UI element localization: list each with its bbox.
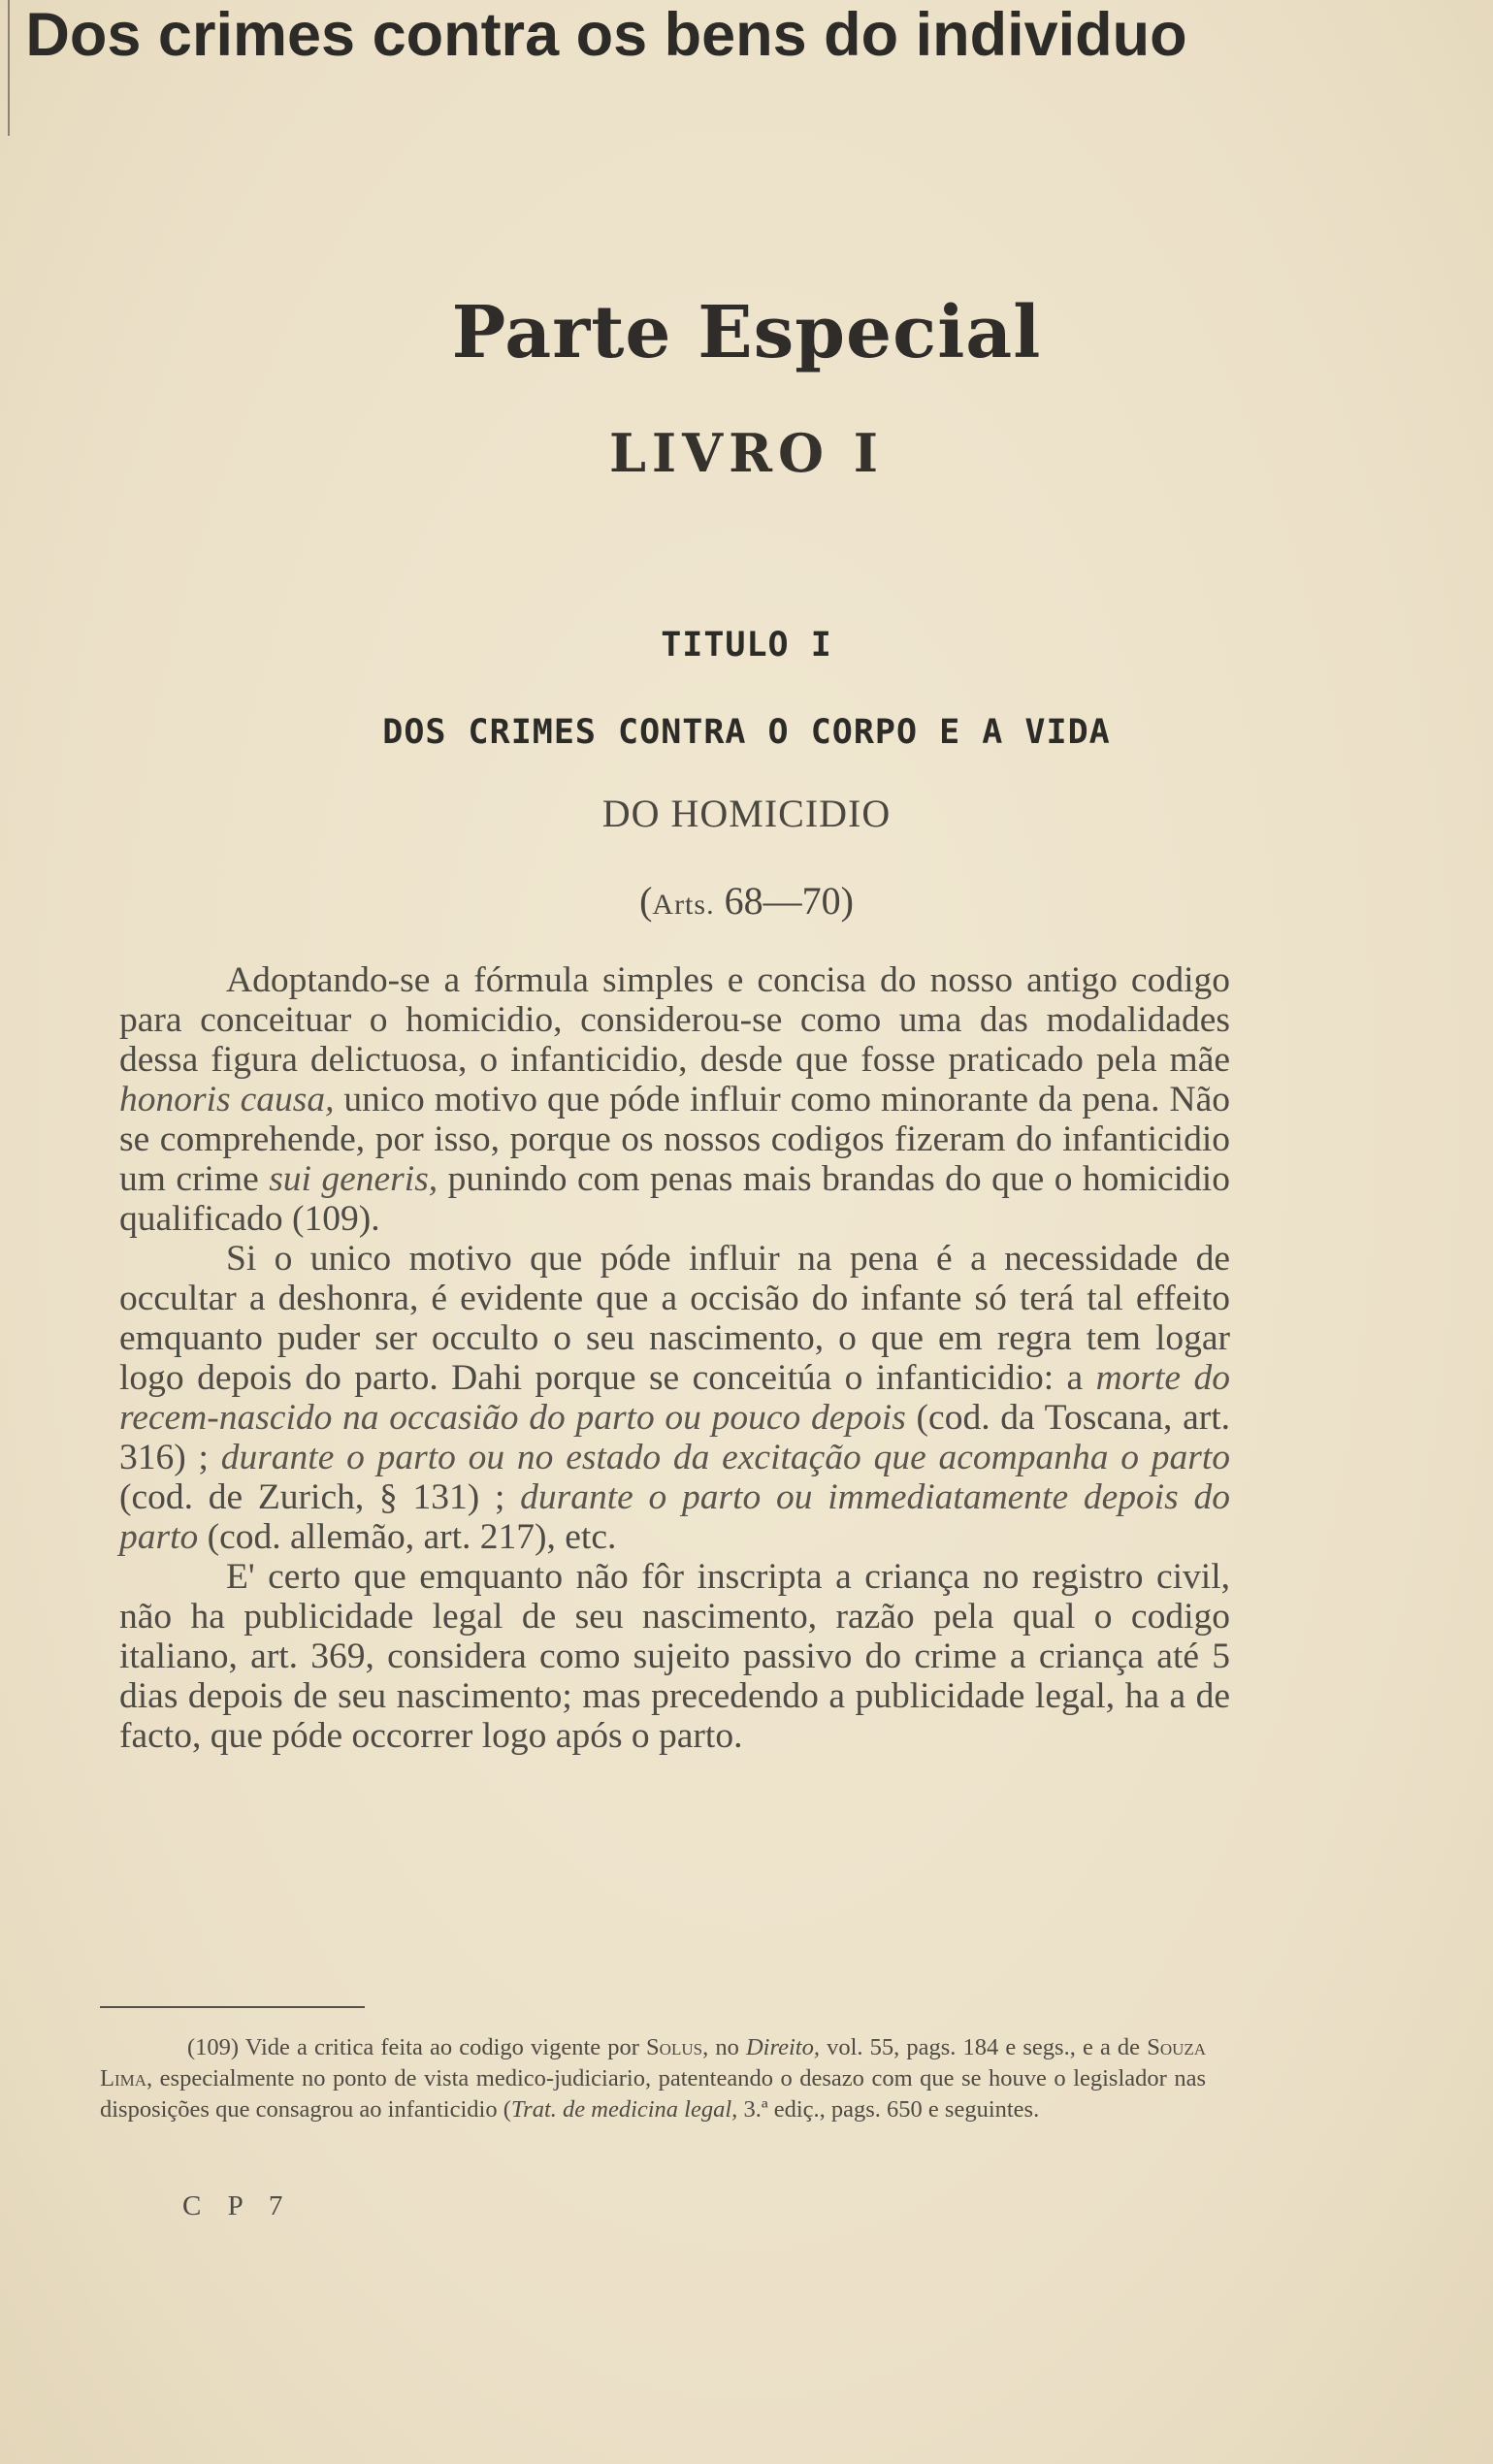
footnote — [100, 2032, 1206, 2125]
footnote-109 — [100, 2032, 1206, 2125]
footnote-number: (109) — [187, 2034, 240, 2060]
p2-text-b: (cod. da Toscana, art. 316) ; — [119, 1398, 1230, 1477]
paragraph-3: E' certo que emquanto não fôr inscripta a criança no registro civil, não ha publicidade legal de seu nascimento, razão pela qual o codigo italiano, art. 369, considera como sujeito passivo do crime a criança até 5 dias depois de seu nascimento; mas precedendo a publicidade legal, ha a de facto, que póde occorrer logo após o parto. — [119, 1557, 1230, 1756]
p1-text-c: punindo com penas mais brandas do que o homicidio qualificado (109). — [119, 1159, 1230, 1239]
book-heading: LIVRO I — [608, 422, 885, 484]
p2-text-a: Si o unico motivo que póde influir na pena é a necessidade de occultar a deshonra, é evidente que a occisão do infante só terá tal effeito emquanto puder ser occulto o seu nascimento, o que em regra tem logar logo depois do parto. Dahi porque se conceitúa o infanticidio: a — [119, 1239, 1230, 1398]
fn-text-e: 3.ª ediç., pags. 650 e seguintes. — [737, 2096, 1040, 2123]
part-heading: Parte Especial — [451, 291, 1042, 374]
fn-italic-direito: Direito, — [745, 2034, 820, 2060]
paragraph-2 — [119, 1239, 1230, 1557]
p1-text-b: unico motivo que póde influir como minorante da pena. Não se comprehende, por isso, porque os nossos codigos fizeram do infanticidio um crime — [119, 1080, 1231, 1199]
arts-range: 68—70) — [714, 879, 854, 923]
fn-text-b: , no — [702, 2034, 746, 2060]
p1-text-a: Adoptando-se a fórmula simples e concisa do nosso antigo codigo para conceituar o homicidio, considerou-se como uma das modalidades dessa figura delictuosa, o infanticidio, desde que fosse praticado pela mãe — [119, 960, 1230, 1080]
fn-text-a: Vide a critica feita ao codigo vigente por — [239, 2034, 647, 2060]
fn-author-solus: Solus — [646, 2034, 703, 2060]
title-heading: TITULO I — [661, 626, 832, 665]
p2-text-d: (cod. allemão, art. 217), etc. — [198, 1517, 617, 1557]
section-heading: DO HOMICIDIO — [601, 792, 892, 835]
p2-italic-1: morte do recem-nascido na occasião do parto ou pouco depois — [119, 1358, 1230, 1438]
title-subtitle: DOS CRIMES CONTRA O CORPO E A VIDA — [382, 713, 1111, 752]
p2-text-c: (cod. de Zurich, § 131) ; — [119, 1477, 521, 1517]
fn-author-souza-lima: Souza Lima — [100, 2034, 1207, 2091]
fn-text-d: , especialmente no ponto de vista medico-judiciario, patenteando o desazo com que se houve o legislador nas disposições que consagrou ao infanticidio ( — [100, 2065, 1206, 2123]
p1-italic-2: sui generis, — [269, 1159, 438, 1199]
fn-text-c: vol. 55, pags. 184 e segs., e a de — [819, 2034, 1148, 2060]
arts-label: Arts. — [652, 889, 715, 921]
arts-open: ( — [639, 879, 653, 923]
p2-italic-2: durante o parto ou no estado da excitação que acompanha o parto — [220, 1438, 1230, 1477]
p2-italic-3: durante o parto ou immediatamente depois do parto — [119, 1477, 1230, 1557]
signature-mark: C P 7 — [182, 2190, 293, 2221]
p1-italic-1: honoris causa, — [119, 1080, 335, 1119]
binding-edge — [8, 0, 10, 136]
fn-italic-trat: Trat. de medicina legal, — [510, 2096, 738, 2123]
footnote-rule — [100, 2006, 365, 2008]
articles-range — [0, 878, 1493, 924]
body-text — [119, 960, 1230, 1756]
book-title: Dos crimes contra os bens do individuo — [25, 1, 1187, 69]
paragraph-1 — [119, 960, 1230, 1239]
